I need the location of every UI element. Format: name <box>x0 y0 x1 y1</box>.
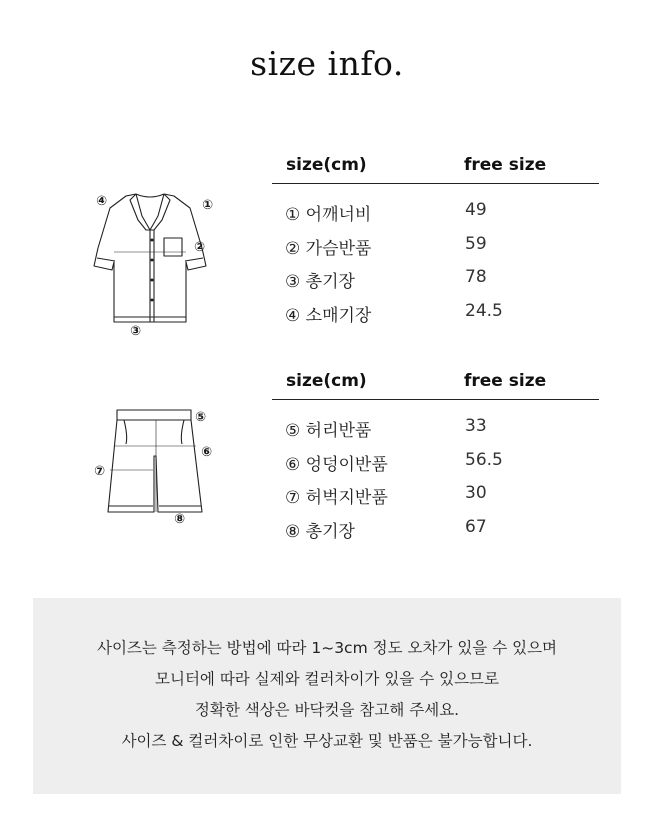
table-header <box>272 367 599 400</box>
notice-box <box>33 598 621 794</box>
measure-value: 78 <box>465 267 487 287</box>
measure-label: ② 가슴반품 <box>285 238 372 259</box>
measure-label: ① 어깨너비 <box>285 205 372 225</box>
header-free-size: free size <box>464 155 547 175</box>
measure-label: ⑥ 엉덩이반품 <box>285 454 388 475</box>
bottom-size-table <box>272 367 599 542</box>
table-row <box>272 259 599 293</box>
marker-3: ③ <box>130 324 142 339</box>
marker-5: ⑤ <box>195 410 207 425</box>
table-row <box>272 509 599 543</box>
header-size-cm: size(cm) <box>286 371 367 391</box>
page-title: size info. <box>250 44 404 83</box>
notice-line: 사이즈는 측정하는 방법에 따라 1~3cm 정도 오차가 있을 수 있으며 <box>96 639 558 657</box>
measure-value: 67 <box>465 516 487 537</box>
notice-line: 모니터에 따라 실제와 컬러차이가 있을 수 있으므로 <box>155 670 499 688</box>
measure-value: 24.5 <box>465 300 503 321</box>
measure-label: ④ 소매기장 <box>285 305 372 326</box>
marker-8: ⑧ <box>174 512 186 527</box>
table-row <box>272 475 599 509</box>
measure-value: 59 <box>465 233 487 254</box>
top-size-table <box>272 151 599 326</box>
table-row <box>272 442 599 476</box>
header-size-cm: size(cm) <box>286 155 367 175</box>
shirt-illustration <box>90 186 230 346</box>
marker-6: ⑥ <box>201 445 213 460</box>
measure-value: 49 <box>465 200 487 220</box>
shorts-illustration <box>92 404 222 528</box>
table-header <box>272 151 599 184</box>
marker-2: ② <box>194 240 206 255</box>
notice-line: 정확한 색상은 바닥컷을 참고해 주세요. <box>194 701 460 719</box>
notice-line: 사이즈 & 컬러차이로 인한 무상교환 및 반품은 불가능합니다. <box>121 732 533 750</box>
marker-1: ① <box>202 198 214 213</box>
table-row <box>272 226 599 260</box>
measure-value: 30 <box>465 483 487 503</box>
marker-4: ④ <box>96 194 108 209</box>
table-row <box>272 192 599 226</box>
measure-value: 56.5 <box>465 449 503 470</box>
measure-label: ③ 총기장 <box>285 272 355 292</box>
header-free-size: free size <box>464 371 547 391</box>
table-row <box>272 408 599 442</box>
measure-label: ⑧ 총기장 <box>285 521 355 542</box>
table-row <box>272 293 599 327</box>
measure-label: ⑦ 허벅지반품 <box>285 488 388 508</box>
measure-value: 33 <box>465 416 487 436</box>
measure-label: ⑤ 허리반품 <box>285 421 372 441</box>
marker-7: ⑦ <box>94 464 106 479</box>
